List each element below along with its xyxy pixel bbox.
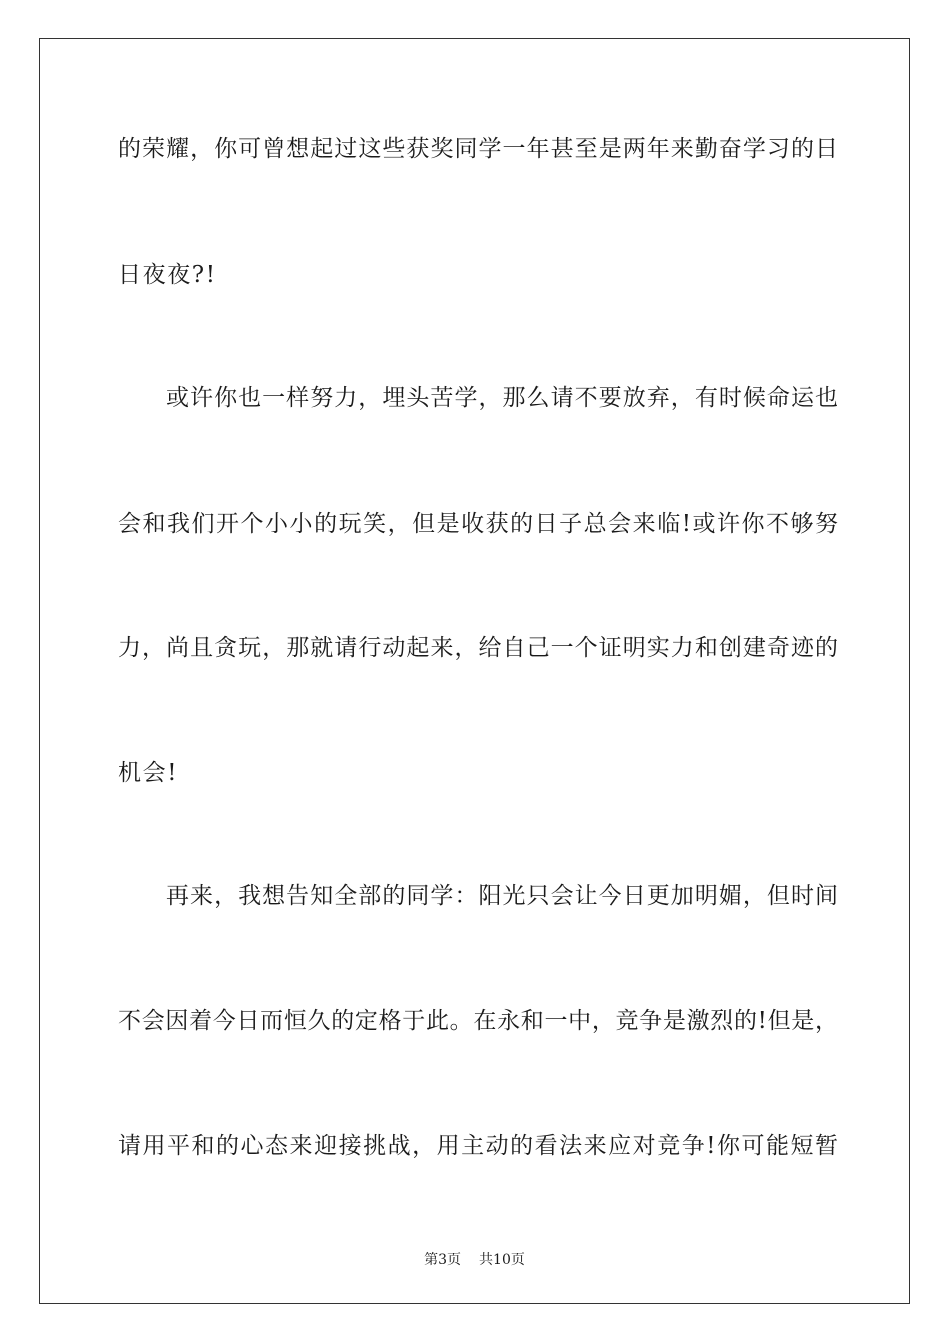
page-number: 第3页 xyxy=(424,1252,462,1268)
text-line: 或许你也一样努力，埋头苦学，那么请不要放弃，有时候命运也 xyxy=(166,385,838,411)
text-line: 机会! xyxy=(118,760,179,786)
text-line: 不会因着今日而恒久的定格于此。在永和一中，竞争是激烈的!但是， xyxy=(118,1008,838,1034)
text-line: 力，尚且贪玩，那就请行动起来，给自己一个证明实力和创建奇迹的 xyxy=(118,635,838,661)
page-footer xyxy=(40,1249,909,1269)
text-line: 请用平和的心态来迎接挑战，用主动的看法来应对竞争!你可能短暂 xyxy=(118,1133,838,1159)
document-page xyxy=(39,38,910,1304)
text-line: 会和我们开个小小的玩笑，但是收获的日子总会来临!或许你不够努 xyxy=(118,511,838,537)
text-line: 的荣耀，你可曾想起过这些获奖同学一年甚至是两年来勤奋学习的日 xyxy=(118,136,838,162)
text-line: 再来，我想告知全部的同学：阳光只会让今日更加明媚，但时间 xyxy=(166,883,838,909)
text-line: 日夜夜?! xyxy=(118,262,217,288)
page-total: 共10页 xyxy=(479,1252,525,1268)
